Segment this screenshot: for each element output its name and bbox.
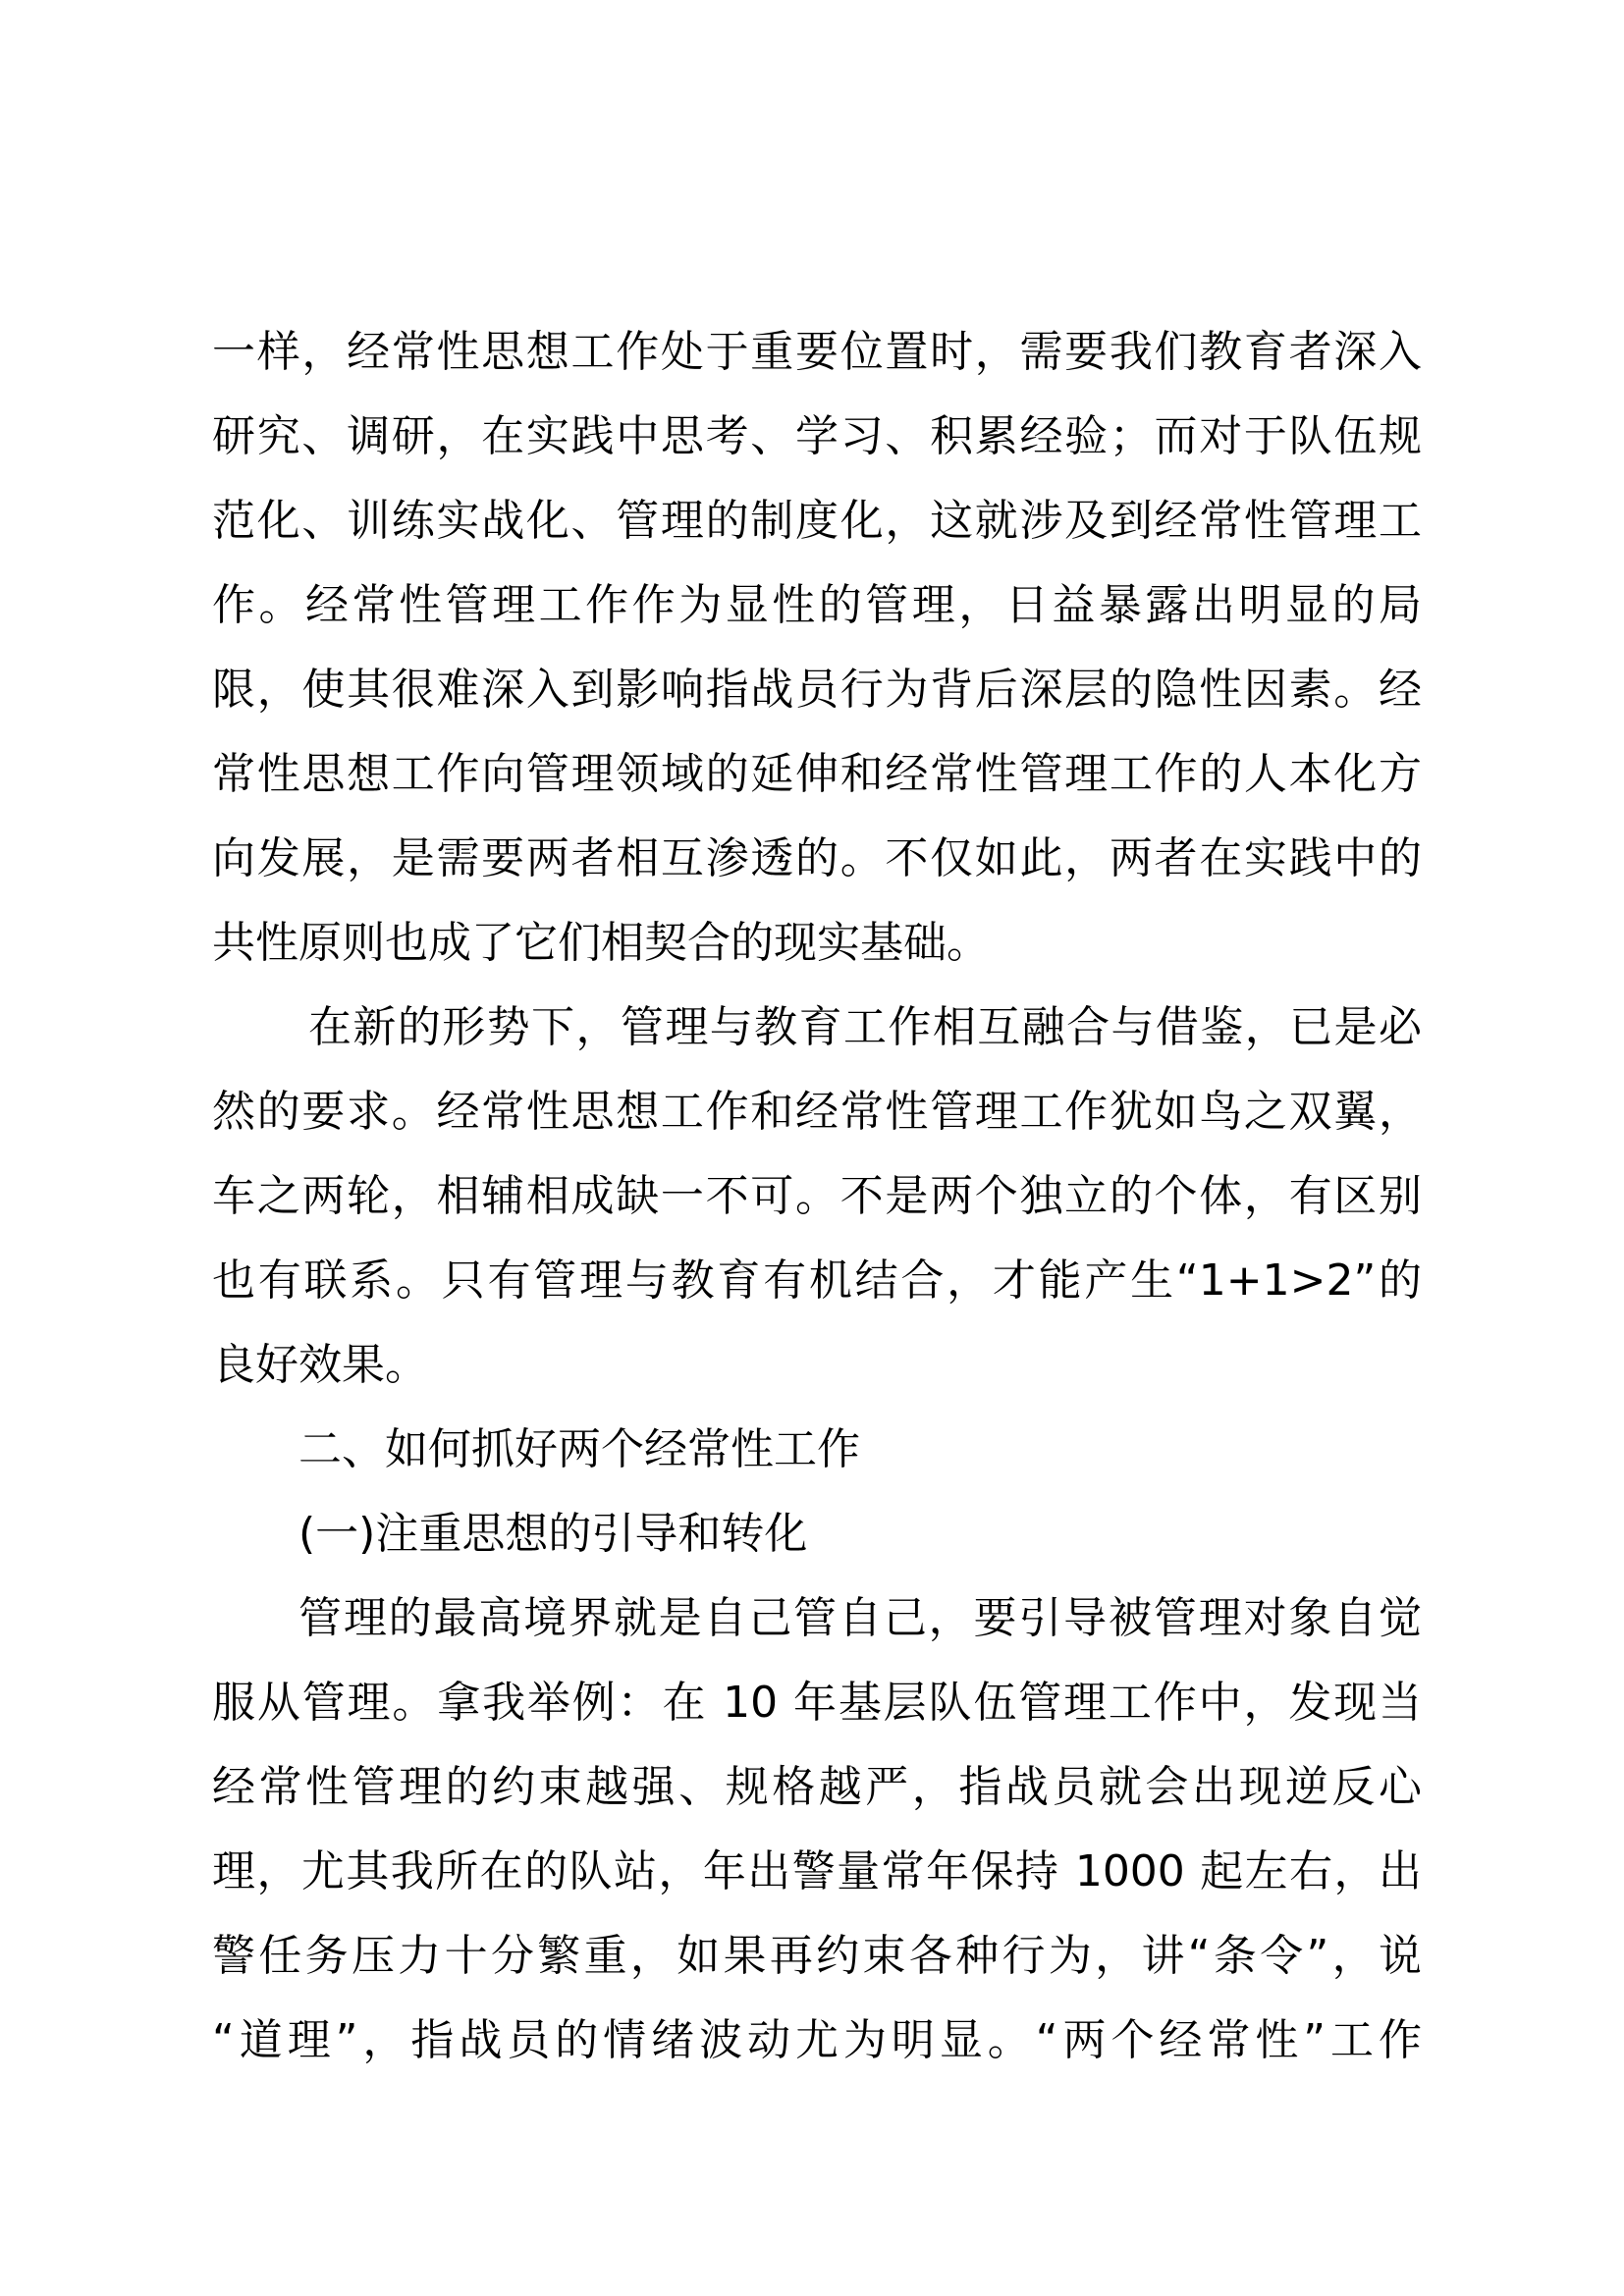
text-line: 研究、调研，在实践中思考、学习、积累经验；而对于队伍规 <box>212 411 1422 461</box>
text-line: 车之两轮，相辅相成缺一不可。不是两个独立的个体，有区别 <box>212 1171 1422 1221</box>
text-line: 范化、训练实战化、管理的制度化，这就涉及到经常性管理工 <box>212 496 1422 546</box>
paragraph-3 <box>212 1576 1422 2083</box>
section-heading: 二、如何抓好两个经常性工作 <box>298 1424 860 1474</box>
paragraph-2 <box>212 986 1422 1408</box>
text-line: 然的要求。经常性思想工作和经常性管理工作犹如鸟之双翼， <box>212 1087 1422 1137</box>
text-line: 警任务压力十分繁重，如果再约束各种行为，讲“条令”，说 <box>212 1931 1422 1981</box>
text-line: 共性原则也成了它们相契合的现实基础。 <box>212 918 990 968</box>
text-line: 良好效果。 <box>212 1340 428 1390</box>
text-line: “道理”，指战员的情绪波动尤为明显。“两个经常性”工作 <box>212 2015 1422 2065</box>
text-line: 服从管理。拿我举例：在 10 年基层队伍管理工作中，发现当 <box>212 1678 1422 1728</box>
paragraph-1 <box>212 310 1422 986</box>
text-line: 理，尤其我所在的队站，年出警量常年保持 1000 起左右，出 <box>212 1846 1422 1896</box>
text-line: 常性思想工作向管理领域的延伸和经常性管理工作的人本化方 <box>212 749 1422 799</box>
text-line: 经常性管理的约束越强、规格越严，指战员就会出现逆反心 <box>212 1762 1422 1812</box>
text-line: 限，使其很难深入到影响指战员行为背后深层的隐性因素。经 <box>212 665 1422 715</box>
text-line: 向发展，是需要两者相互渗透的。不仅如此，两者在实践中的 <box>212 833 1422 883</box>
text-line: 一样，经常性思想工作处于重要位置时，需要我们教育者深入 <box>212 327 1422 377</box>
document-body <box>212 310 1422 2083</box>
text-line: 也有联系。只有管理与教育有机结合，才能产生“1+1>2”的 <box>212 1255 1422 1306</box>
subsection-heading: (一)注重思想的引导和转化 <box>298 1509 808 1559</box>
text-line: 在新的形势下，管理与教育工作相互融合与借鉴，已是必 <box>308 1002 1422 1052</box>
text-line: 作。经常性管理工作作为显性的管理，日益暴露出明显的局 <box>212 580 1422 630</box>
text-line: 管理的最高境界就是自己管自己，要引导被管理对象自觉 <box>298 1593 1422 1643</box>
